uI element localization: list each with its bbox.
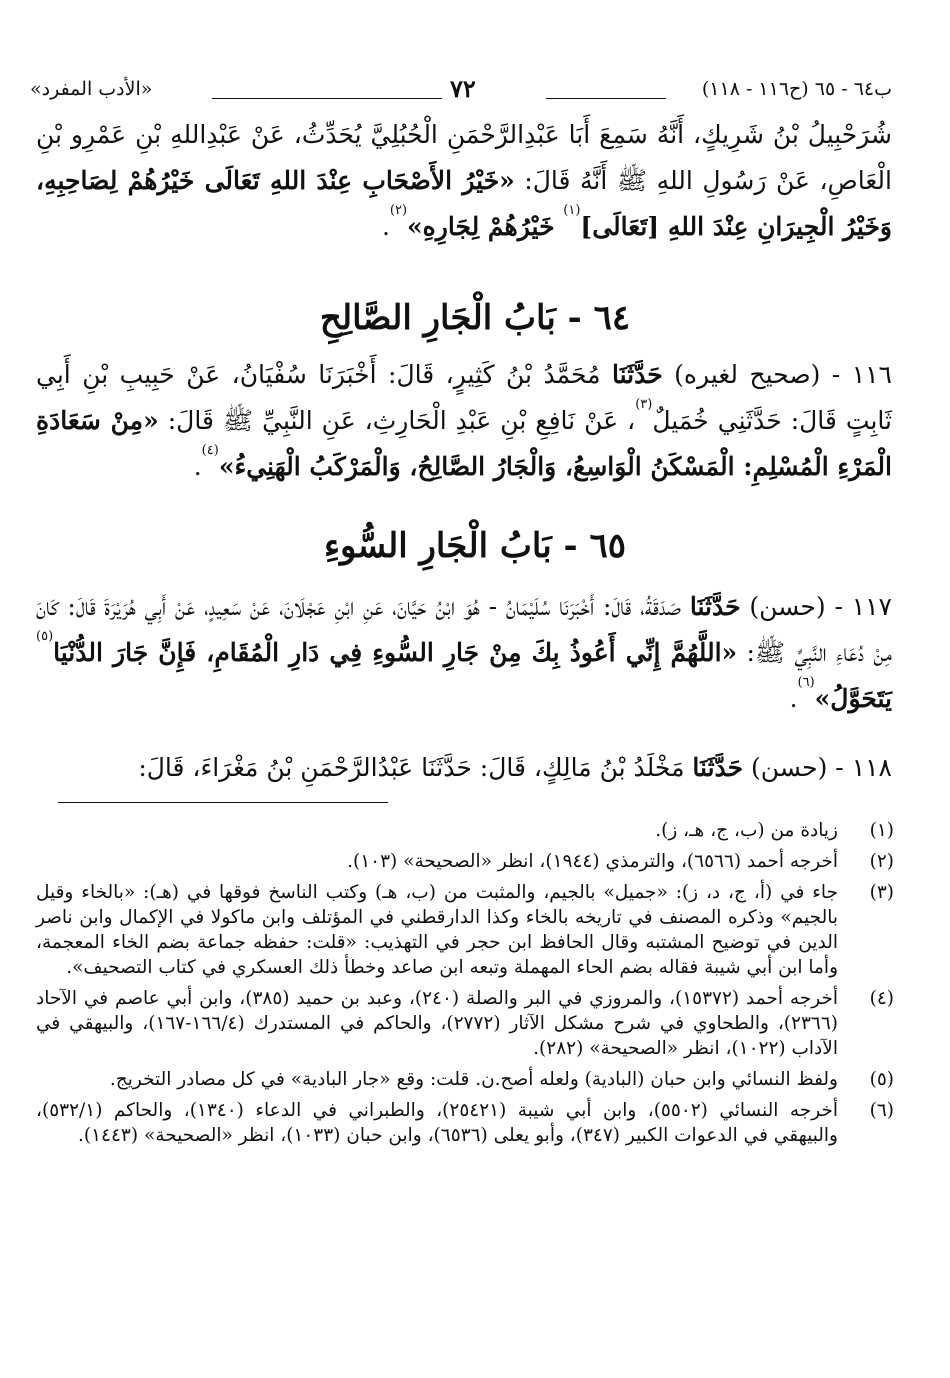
footnote-ref: (٦) xyxy=(797,675,815,690)
footnote-ref: (٢) xyxy=(389,203,408,218)
hadith-opening: حَدَّثَنَا xyxy=(692,753,744,782)
hadith-matn: خَيْرُهُمْ لِجَارِهِ» xyxy=(407,212,564,241)
hadith-text: . xyxy=(381,212,390,241)
footnote xyxy=(36,818,894,843)
hadith-isnad: صَدَقَةُ، قَالَ: أَخْبَرَنَا سُلَيْمَانُ - هُوَ ابْنُ حَيَّانَ، عَنِ ابْنِ عَجْلَانَ، عَنْ سَعِيدٍ، عَنْ أَبِي هُرَيْرَةَ قَالَ: كَانَ مِنْ دُعَاءِ النَّبِيِّ ﷺ: xyxy=(36,592,892,667)
footnote xyxy=(36,1098,894,1148)
hadith-isnad: مَخْلَدُ بْنُ مَالِكٍ، قَالَ: حَدَّثَنَا عَبْدُالرَّحْمَنِ بْنُ مَغْرَاءَ، قَالَ: xyxy=(138,753,693,782)
footnote-number: (٢) xyxy=(869,851,894,872)
footnote-text: أخرجه أحمد (٦٥٦٦)، والترمذي (١٩٤٤)، انظر «الصحيحة» (١٠٣). xyxy=(347,851,838,872)
footnote xyxy=(36,1067,894,1092)
hadith-number: ١١٨ - (حسن) xyxy=(743,753,892,782)
hadith-opening: حَدَّثَنَا xyxy=(689,592,741,621)
chapter-heading-65: ٦٥ - بَابُ الْجَارِ السُّوءِ xyxy=(323,526,627,566)
hadith-isnad: ، عَنْ نَافِعِ بْنِ عَبْدِ الْحَارِثِ، عَنِ النَّبِيِّ ﷺ قَالَ: xyxy=(158,406,636,435)
hadith-117-paragraph xyxy=(36,584,892,722)
footnote xyxy=(36,986,894,1061)
footnote-number: (٤) xyxy=(869,988,894,1009)
running-header xyxy=(30,74,892,112)
header-hadith-range: ب٦٤ - ٦٥ (ح١١٦ - ١١٨) xyxy=(701,78,892,100)
hadith-matn: «خَيْرُ الأَصْحَابِ عِنْدَ اللهِ تَعَالَى خَيْرُهُمْ لِصَاحِبِهِ، وَخَيْرُ الْجِيرَانِ عِنْدَ اللهِ [تَعَالَى] xyxy=(36,166,892,241)
hadith-matn: «مِنْ سَعَادَةِ الْمَرْءِ الْمُسْلِمِ: الْمَسْكَنُ الْوَاسِعُ، وَالْجَارُ الصَّالِحُ، وَالْمَرْكَبُ الْهَنِيءُ» xyxy=(36,406,892,481)
footnote-number: (٣) xyxy=(869,882,894,903)
footnote-number: (٦) xyxy=(869,1100,894,1121)
footnote-text: زيادة من (ب، ج، هـ، ز). xyxy=(655,820,838,841)
hadith-matn: «اللَّهُمَّ إِنِّي أَعُوذُ بِكَ مِنْ جَارِ السُّوءِ فِي دَارِ الْمُقَامِ، فَإِنَّ جَارَ الدُّنْيَا xyxy=(53,638,738,667)
hadith-number: ١١٦ - (صحيح لغيره) xyxy=(662,360,892,389)
hadith-opening: حَدَّثَنَا xyxy=(612,360,663,389)
footnote-ref: (٤) xyxy=(201,443,219,458)
footnote-number: (١) xyxy=(869,820,894,841)
footnote-text: أخرجه أحمد (١٥٣٧٢)، والمروزي في البر والصلة (٢٤٠)، وعبد بن حميد (٣٨٥)، وابن أبي عاصم في الآحاد (٢٣٦٦)، والطحاوي في شرح مشكل الآثار (٢٧٧٢)، والحاكم في المستدرك (١٦٦/٤-١٦٧)، والبيهقي في الآداب (١٠٢٢)، انظر «الصحيحة» (٢٨٢). xyxy=(36,988,838,1059)
footnotes xyxy=(36,818,894,1154)
hadith-matn: يَتَحَوَّلُ» xyxy=(814,684,892,713)
footnote-text: جاء في (أ، ج، د، ز): «جميل» بالجيم، والمثبت من (ب، هـ) وكتب الناسخ فوقها في (هـ): «بالخاء وقيل بالجيم» وذكره المصنف في تاريخه بالخاء وكذا الدارقطني في المؤتلف وابن ماكولا في الإكمال وابن ناصر الدين في توضيح المشتبه وقال الحافظ ابن حجر في التهذيب: «قلت: حفظه جماعة بضم الخاء المعجمة، وأما ابن أبي شيبة فقاله بضم الحاء المهملة وتبعه ابن صاعد وخطأ ذلك العسكري في كتاب التصحيف». xyxy=(36,882,838,978)
footnote-text: ولفظ النسائي وابن حبان (البادية) ولعله أصح.ن. قلت: وقع «جار البادية» في كل مصادر التخريج. xyxy=(109,1069,838,1090)
footnote-text: أخرجه النسائي (٥٥٠٢)، وابن أبي شيبة (٢٥٤٢١)، والطبراني في الدعاء (١٣٤٠)، والحاكم (٥٣٢/١)، والبيهقي في الدعوات الكبير (٣٤٧)، وأبو يعلى (٦٥٣٦)، وابن حبان (١٠٣٣)، انظر «الصحيحة» (١٤٤٣). xyxy=(36,1100,839,1146)
chapter-heading-64: ٦٤ - بَابُ الْجَارِ الصَّالِحِ xyxy=(319,298,631,338)
footnote-number: (٥) xyxy=(869,1069,894,1090)
footnote xyxy=(36,880,894,980)
continued-hadith-paragraph xyxy=(36,112,892,250)
header-rule xyxy=(546,98,666,99)
hadith-isnad: مُحَمَّدُ بْنُ كَثِيرٍ، قَالَ: أَخْبَرَنَا سُفْيَانُ، عَنْ حَبِيبِ بْنِ أَبِي ثَابِتٍ قَالَ: حَدَّثَنِي خُمَيلٌ xyxy=(36,360,892,435)
page-number: ٧٢ xyxy=(450,74,476,103)
footnote-ref: (٣) xyxy=(635,397,653,412)
footnote-ref: (٥) xyxy=(36,629,54,644)
hadith-118-paragraph xyxy=(36,745,892,791)
hadith-number: ١١٧ - (حسن) xyxy=(740,592,892,621)
hadith-text: شُرَحْبِيلُ بْنُ شَرِيكٍ، أَنَّهُ سَمِعَ أَبَا عَبْدِالرَّحْمَنِ الْحُبُلِيَّ يُحَدِّثُ، عَنْ عَبْدِاللهِ بْنِ عَمْرِو بْنِ الْعَاصِ، عَنْ رَسُولِ اللهِ ﷺ أَنَّهُ قَالَ: xyxy=(36,120,892,195)
hadith-text: . xyxy=(789,684,798,713)
footnote xyxy=(36,849,894,874)
footnote-ref: (١) xyxy=(563,203,581,218)
book-title: «الأدب المفرد» xyxy=(30,78,153,100)
hadith-116-paragraph xyxy=(36,352,892,490)
hadith-text: . xyxy=(193,452,202,481)
footnote-separator xyxy=(58,802,388,803)
header-rule xyxy=(212,98,442,99)
